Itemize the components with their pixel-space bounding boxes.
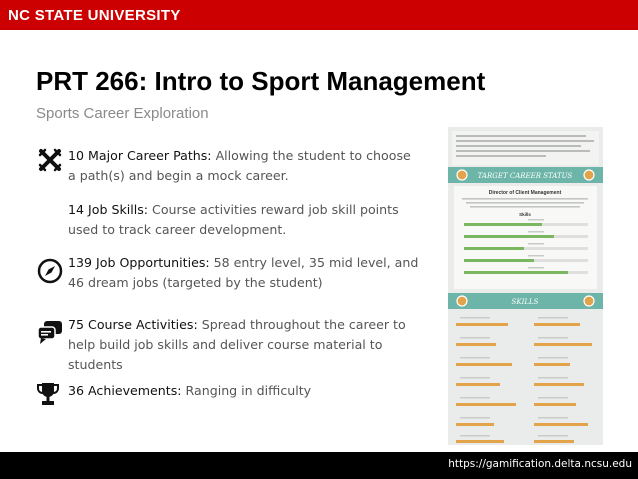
compass-icon	[37, 258, 63, 284]
slide-title: PRT 266: Intro to Sport Management	[36, 66, 486, 96]
slide-subtitle: Sports Career Exploration	[36, 105, 209, 122]
list-item: 36 Achievements: Ranging in difficulty	[68, 383, 312, 398]
skills-label-text: Skills	[519, 212, 531, 217]
chat-bubbles-icon	[36, 319, 64, 345]
list-item: 10 Major Career Paths: Allowing the student to choose a path(s) and begin a mock career.	[68, 148, 411, 183]
list-item: 75 Course Activities: Spread throughout the career to help build job skills and deliver course material to students	[68, 317, 406, 372]
career-infographic-image	[448, 127, 603, 445]
list-item: 14 Job Skills: Course activities reward job skill points used to track career development.	[68, 202, 399, 237]
role-text: Director of Client Management	[488, 190, 562, 196]
trophy-icon	[36, 381, 60, 407]
list-item: 139 Job Opportunities: 58 entry level, 35 mid level, and 46 dream jobs (targeted by the student)	[68, 255, 419, 290]
target-banner-text: TARGET CAREER STATUS	[477, 172, 573, 180]
skills-banner-text: SKILLS	[511, 298, 539, 306]
footer-url: https://gamification.delta.ncsu.edu	[448, 458, 632, 470]
footer-bar	[0, 452, 638, 479]
university-logo: NC STATE UNIVERSITY	[8, 7, 181, 24]
header-bar	[0, 0, 638, 30]
crossed-swords-icon	[38, 148, 62, 172]
